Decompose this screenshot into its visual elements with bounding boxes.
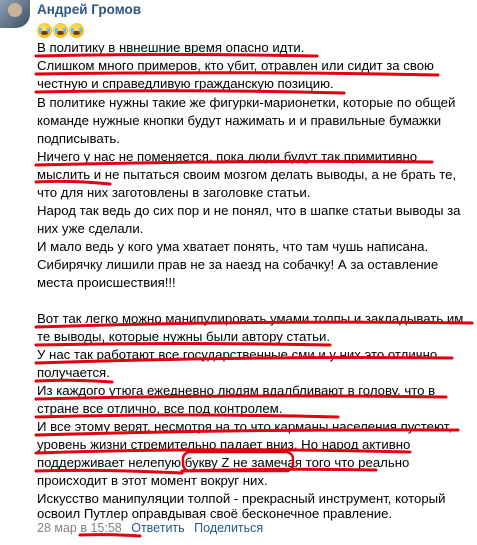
- post-line: честную и справедливую гражданскую позицию.: [37, 76, 334, 91]
- post-line: уровень жизни стремительно падает вниз. Но народ активно: [37, 437, 411, 452]
- post-line: них уже сделали.: [37, 221, 144, 236]
- emoji-row: [37, 21, 84, 39]
- post-line: В политике нужны такие же фигурки-марионетки, которые по общей: [37, 95, 456, 110]
- post-line: мыслить и не пытаться своим мозгом делать выводы, а не брать те,: [37, 167, 457, 182]
- tears-of-joy-emoji-icon: [53, 23, 68, 38]
- post-line: В политику в нвнешние время опасно идти.: [37, 40, 305, 55]
- post-line: что для них заготовлены в заголовке статьи.: [37, 185, 311, 200]
- post-line: команде нужные кнопки будут нажимать и и правильные бумажки: [37, 113, 442, 128]
- post-line: стране все отлично, все под контролем.: [37, 401, 283, 416]
- post-footer: [37, 521, 263, 535]
- post-line: происходит в этот момент вокруг них.: [37, 473, 268, 488]
- tears-of-joy-emoji-icon: [69, 23, 84, 38]
- post-line: места происшествия!!!: [37, 275, 176, 290]
- share-link[interactable]: Поделиться: [194, 521, 264, 535]
- post-line: Народ так ведь до сих пор и не понял, что в шапке статьи выводы за: [37, 203, 461, 218]
- post-line: Ничего у нас не поменяется, пока люди будут так примитивно: [37, 149, 418, 164]
- post-line: У нас так работают все государственные сми и у них это отлично: [37, 347, 438, 362]
- post-line: Сибирячку лишили прав не за наезд на собачку! А за оставление: [37, 257, 439, 272]
- tears-of-joy-emoji-icon: [37, 23, 52, 38]
- post-line: Вот так легко можно манипулировать умами толпы и закладывать им: [37, 311, 464, 326]
- post-line: поддерживает нелепую букву Z не замечая того что реально: [37, 455, 410, 470]
- post-timestamp[interactable]: 28 мар в 15:58: [37, 521, 122, 535]
- post-line: Слишком много примеров, кто убит, отравлен или сидит за свою: [37, 58, 434, 73]
- post-line: Искусство манипуляции толпой - прекрасный инструмент, который: [37, 491, 446, 506]
- post-line: И мало ведь у кого ума хватает понять, что там чушь написана.: [37, 239, 429, 254]
- reply-link[interactable]: Ответить: [131, 521, 185, 535]
- post-line: те выводы, которые нужны были автору статьи.: [37, 329, 330, 344]
- author-avatar[interactable]: [0, 0, 30, 28]
- post-line: Из каждого утюга ежедневно людям вдалбливают в голову, что в: [37, 383, 436, 398]
- post-line: И все этому верят, несмотря на то что карманы населения пустеют,: [37, 419, 452, 434]
- post-line: освоил Путлер оправдывая своё бесконечное правление.: [37, 506, 393, 521]
- post-line: подписывать.: [37, 131, 120, 146]
- author-name[interactable]: Андрей Громов: [37, 2, 142, 17]
- post-line: получается.: [37, 365, 110, 380]
